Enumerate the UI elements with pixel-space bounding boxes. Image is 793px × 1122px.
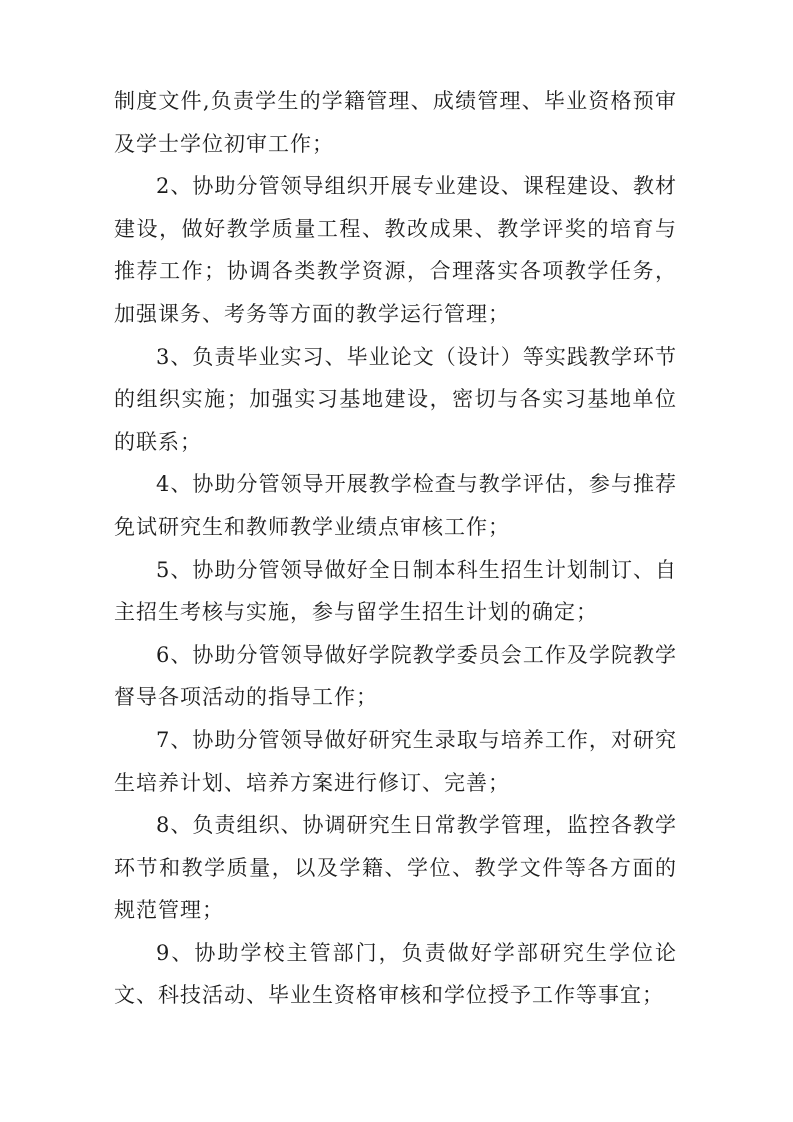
paragraph-item-3: 3、负责毕业实习、毕业论文（设计）等实践教学环节的组织实施；加强实习基地建设，密切与各实习基地单位的联系； xyxy=(114,344,677,454)
paragraph-item-8: 8、负责组织、协调研究生日常教学管理，监控各教学环节和教学质量，以及学籍、学位、教学文件等各方面的规范管理； xyxy=(114,813,677,923)
paragraph-item-9: 9、协助学校主管部门，负责做好学部研究生学位论文、科技活动、毕业生资格审核和学位授予工作等事宜； xyxy=(114,940,677,1008)
paragraph-item-7: 7、协助分管领导做好研究生录取与培养工作，对研究生培养计划、培养方案进行修订、完善； xyxy=(114,727,677,795)
paragraph-continuation: 制度文件,负责学生的学籍管理、成绩管理、毕业资格预审及学士学位初审工作； xyxy=(114,89,677,156)
document-text-block xyxy=(114,80,677,1017)
paragraph-item-4: 4、协助分管领导开展教学检查与教学评估，参与推荐免试研究生和教师教学业绩点审核工作； xyxy=(114,472,677,539)
paragraph-item-2: 2、协助分管领导组织开展专业建设、课程建设、教材建设，做好教学质量工程、教改成果、教学评奖的培育与推荐工作；协调各类教学资源，合理落实各项教学任务，加强课务、考务等方面的教学运行管理； xyxy=(114,174,677,326)
paragraph-item-6: 6、协助分管领导做好学院教学委员会工作及学院教学督导各项活动的指导工作； xyxy=(114,642,677,710)
paragraph-item-5: 5、协助分管领导做好全日制本科生招生计划制订、自主招生考核与实施，参与留学生招生计划的确定； xyxy=(114,557,677,625)
